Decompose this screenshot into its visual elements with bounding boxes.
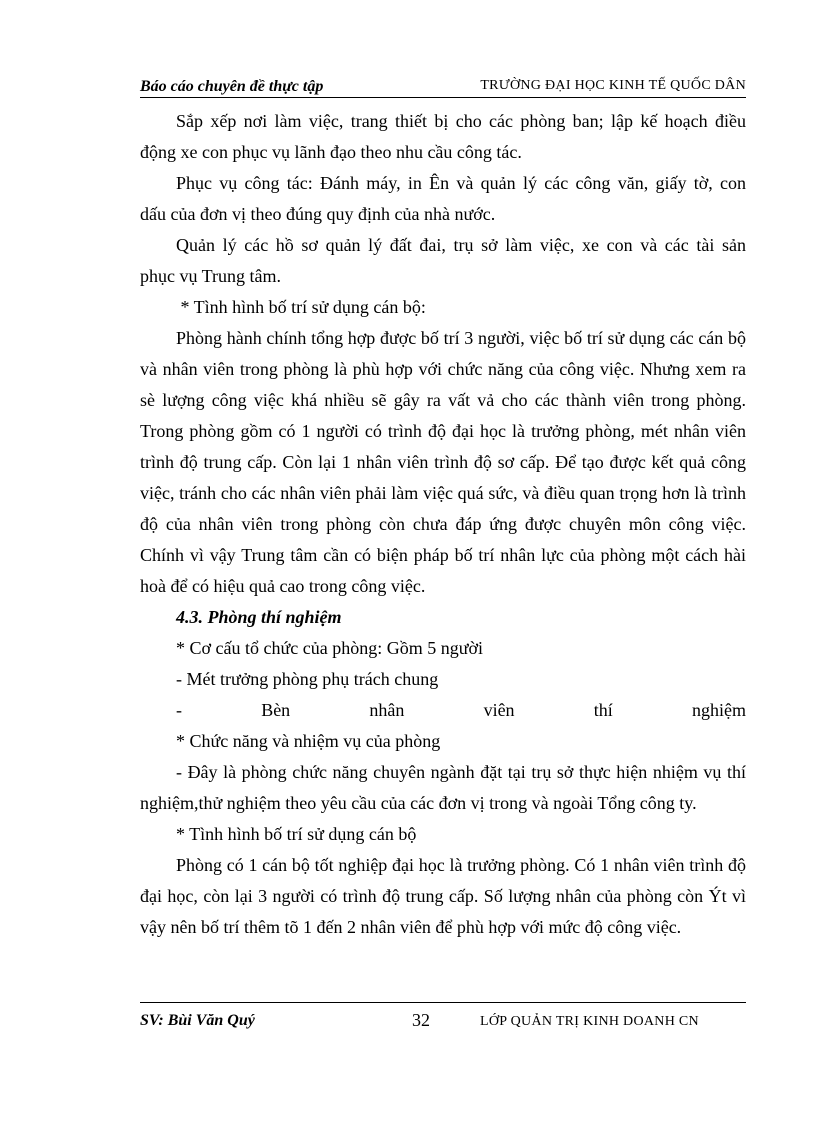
- paragraph-line: phục vụ Trung tâm.: [140, 266, 282, 286]
- paragraph-line: Sắp xếp nơi làm việc, trang thiết bị cho các phòng ban; lập kế hoạch điều: [176, 111, 746, 131]
- section-heading: 4.3. Phòng thí nghiệm: [176, 607, 342, 627]
- paragraph: Phòng có 1 cán bộ tốt nghiệp đại học là trưởng phòng. Có 1 nhân viên trình độ đại học, còn lại 3 người có trình độ trung cấp. Số lượng nhân của phòng còn Ýt vì vậy nên bố trí thêm tõ 1 đến 2 nhân viên để phù hợp với mức độ công việc.: [140, 855, 746, 937]
- paragraph: Phòng hành chính tổng hợp được bố trí 3 người, việc bố trí sử dụng các cán bộ và nhân viên trong phòng là phù hợp với chức năng của công việc. Nhưng xem ra sè lượng công việc khá nhiều sẽ gây ra vất vả cho các thành viên trong phòng. Trong phòng gồm có 1 người có trình độ đại học là trưởng phòng, mét nhân viên trình độ trung cấp. Còn lại 1 nhân viên trình độ sơ cấp. Để tạo được kết quả công việc, tránh cho các nhân viên phải làm việc quá sức, và điều quan trọng hơn là trình độ của nhân viên trong phòng còn chưa đáp ứng được chuyên môn công việc. Chính vì vậy Trung tâm cần có biện pháp bố trí nhân lực của phòng một cách hài hoà để có hiệu quả cao trong công việc.: [140, 328, 746, 596]
- list-item: * Chức năng và nhiệm vụ của phòng: [176, 731, 441, 751]
- word: Bèn: [261, 700, 291, 720]
- word: -: [176, 700, 182, 720]
- paragraph-line: động xe con phục vụ lãnh đạo theo nhu cầu công tác.: [140, 142, 522, 162]
- page-number: 32: [412, 1010, 430, 1030]
- word: nhân: [369, 700, 405, 720]
- paragraph-line: dấu của đơn vị theo đúng quy định của nhà nước.: [140, 204, 496, 224]
- report-title: Báo cáo chuyên đề thực tập: [140, 78, 324, 95]
- list-item: - Mét trưởng phòng phụ trách chung: [176, 669, 439, 689]
- paragraph-line: Quản lý các hồ sơ quản lý đất đai, trụ sở làm việc, xe con và các tài sản: [176, 235, 746, 255]
- word: viên: [483, 700, 515, 720]
- paragraph-line: Phục vụ công tác: Đánh máy, in Ên và quản lý các công văn, giấy tờ, con: [176, 173, 746, 193]
- list-item: * Cơ cấu tổ chức của phòng: Gồm 5 người: [176, 638, 483, 658]
- paragraph: - Đây là phòng chức năng chuyên ngành đặt tại trụ sở thực hiện nhiệm vụ thí nghiệm,thử nghiệm theo yêu cầu của các đơn vị trong và ngoài Tổng công ty.: [140, 762, 746, 813]
- list-item-spread: [140, 695, 746, 726]
- word: thí: [593, 700, 613, 720]
- header-divider: [140, 97, 746, 98]
- footer-divider: [140, 1002, 746, 1003]
- student-name: SV: Bùi Văn Quý: [140, 1012, 255, 1029]
- document-body: [140, 106, 746, 943]
- word: nghiệm: [691, 700, 746, 720]
- list-item: * Tình hình bố trí sử dụng cán bộ: [176, 824, 417, 844]
- page-footer: [140, 1010, 746, 1034]
- university-name: TRƯỜNG ĐẠI HỌC KINH TẾ QUỐC DÂN: [480, 78, 746, 93]
- section-note: * Tình hình bố trí sử dụng cán bộ:: [176, 297, 426, 317]
- page-header: [140, 72, 746, 96]
- class-name: LỚP QUẢN TRỊ KINH DOANH CN: [480, 1014, 699, 1029]
